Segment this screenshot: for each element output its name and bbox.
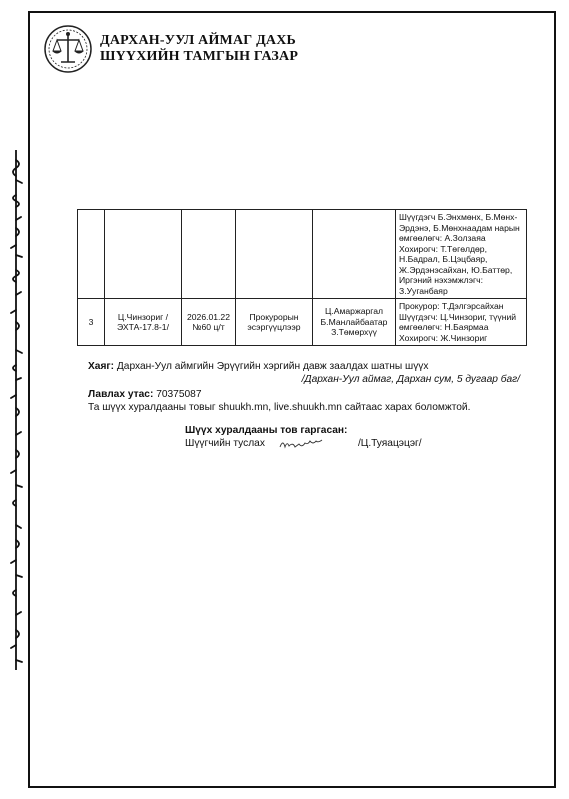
org-name-line2: ШҮҮХИЙН ТАМГЫН ГАЗАР bbox=[100, 49, 299, 64]
page-border-top bbox=[28, 11, 556, 13]
table-row bbox=[78, 210, 527, 299]
cell-case: Ц.Чинзориг /ЭХТА-17.8-1/ bbox=[105, 299, 182, 346]
website-note: Та шүүх хуралдааны товыг shuukh.mn, live.shuukh.mn сайтаас харах боломжтой. bbox=[88, 402, 471, 413]
phone-line bbox=[88, 388, 528, 401]
signature-title: Шүүх хуралдааны тов гаргасан: bbox=[185, 425, 348, 436]
phone-value: 70375087 bbox=[156, 389, 202, 400]
cell-prosecutor: Прокурорын эсэргүүцлээр bbox=[236, 299, 313, 346]
cell-datetime: 2026.01.22 №60 ц/т bbox=[182, 299, 236, 346]
cell-number bbox=[78, 210, 105, 299]
signature-block bbox=[185, 424, 422, 451]
hearing-schedule-table bbox=[77, 209, 527, 346]
address-line bbox=[88, 360, 528, 373]
cell-prosecutor bbox=[236, 210, 313, 299]
cell-composition: Прокурор: Т.Дэлгэрсайхан Шүүгдэгч: Ц.Чинзориг, түүний өмгөөлөгч: Н.Баярмаа Хохирогч: Ж.Чинзориг bbox=[396, 299, 527, 346]
page-border-bottom bbox=[28, 786, 556, 788]
signature-name: /Ц.Туяацэцэг/ bbox=[357, 438, 422, 449]
page-border-left bbox=[28, 11, 30, 788]
address-text: Дархан-Уул аймгийн Эрүүгийн хэргийн давж заалдах шатны шүүх bbox=[116, 361, 429, 372]
cell-parties: Ц.Амаржаргал Б.Манлайбаатар З.Төмөрхүү bbox=[313, 299, 396, 346]
phone-label: Лавлах утас: bbox=[88, 389, 154, 400]
cell-datetime bbox=[182, 210, 236, 299]
handwritten-signature-icon bbox=[277, 437, 352, 451]
table-row bbox=[78, 299, 527, 346]
mongolian-script-icon bbox=[6, 150, 26, 670]
cell-composition: Шүүгдэгч Б.Энхмөнх, Б.Мөнх-Эрдэнэ, Б.Мөнхнаадам нарын өмгөөлөгч: А.Золзаяа Хохирогч: Т.Төгөлдөр, Н.Бадрал, Б.Цэцбаяр, Ж.Эрдэнэсайхан, Ю.Баттөр, Иргэний нэхэмжлэгч: З.Ууганбаяр bbox=[396, 210, 527, 299]
cell-number: 3 bbox=[78, 299, 105, 346]
organization-name bbox=[100, 33, 298, 65]
scales-of-justice-emblem-icon bbox=[43, 24, 93, 74]
page-border-right bbox=[554, 11, 556, 788]
address-detail: /Дархан-Уул аймаг, Дархан сум, 5 дугаар баг/ bbox=[301, 374, 520, 385]
signature-row bbox=[185, 437, 422, 451]
org-name-line1: ДАРХАН-УУЛ АЙМАГ ДАХЬ bbox=[100, 33, 296, 48]
signature-role: Шүүгчийн туслах bbox=[185, 438, 265, 449]
cell-case bbox=[105, 210, 182, 299]
cell-parties bbox=[313, 210, 396, 299]
address-label: Хаяг: bbox=[88, 361, 115, 372]
footer-info bbox=[88, 360, 528, 414]
